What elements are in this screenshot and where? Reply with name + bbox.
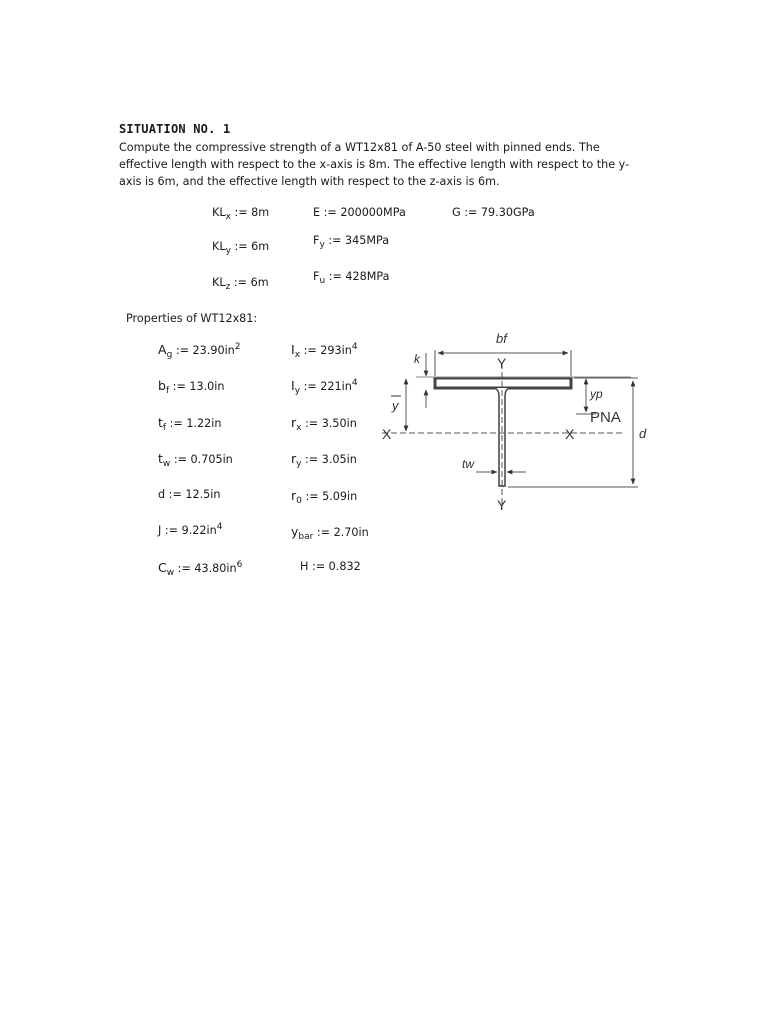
eq-ry: $r_y$ := 3.05in [291, 451, 357, 469]
eq-r0: $r_0$ := 5.09in [291, 488, 358, 506]
eq-h: H := 0.832 [300, 560, 361, 573]
problem-statement: Compute the compressive strength of a WT12x81 of A-50 steel with pinned ends. The effective length with respect to the x-axis is 8m. The effective length with respect to the y-axis is 6m, and the effective length with respect to the z-axis is 6m. [119, 141, 630, 188]
eq-tw: $t_w$ := 0.705in [158, 451, 233, 469]
eq-ag: $A_g$ := $23.90in^2$ [158, 342, 241, 360]
eq-d: d := 12.5in [158, 488, 221, 501]
wt-section-figure [376, 328, 666, 518]
eq-fu: $F_u$ := 428MPa [313, 270, 390, 286]
eq-klz: $KL_z$ := 6m [212, 276, 269, 292]
eq-fy: $F_y$ := 345MPa [313, 234, 390, 250]
eq-iy: $I_y$ := $221in^4$ [291, 378, 358, 396]
eq-kly: $KL_y$ := 6m [212, 240, 270, 256]
situation-title: SITUATION NO. 1 [119, 122, 231, 136]
eq-klx: $KL_x$ := 8m [212, 206, 270, 222]
eq-rx: $r_x$ := 3.50in [291, 415, 357, 433]
label-yp: yp [590, 387, 603, 401]
eq-j: J := $9.22in^4$ [158, 522, 223, 537]
label-x-right: X [565, 426, 575, 442]
eq-ybar: $y_{bar}$ := 2.70in [291, 524, 369, 542]
label-y-top: Y [497, 355, 507, 371]
eq-tf: $t_f$ := 1.22in [158, 415, 222, 433]
wt-tee-shape [435, 378, 571, 486]
label-x-left: X [382, 426, 392, 442]
label-pna: PNA [590, 409, 621, 426]
eq-cw: $C_w$ := $43.80in^6$ [158, 560, 243, 578]
label-k: k [414, 352, 420, 366]
label-bf: bf [496, 331, 507, 346]
eq-ix: $I_x$ := $293in^4$ [291, 342, 358, 360]
label-y-bottom: Y [497, 497, 507, 513]
eq-g: G := 79.30GPa [452, 206, 535, 219]
eq-e: E := 200000MPa [313, 206, 406, 219]
label-tw: tw [462, 457, 474, 471]
label-ybar: y [392, 398, 399, 413]
dimension-lines [382, 350, 638, 506]
label-d: d [639, 426, 647, 441]
properties-label: Properties of WT12x81: [126, 312, 258, 325]
eq-bf: $b_f$ := 13.0in [158, 378, 225, 396]
